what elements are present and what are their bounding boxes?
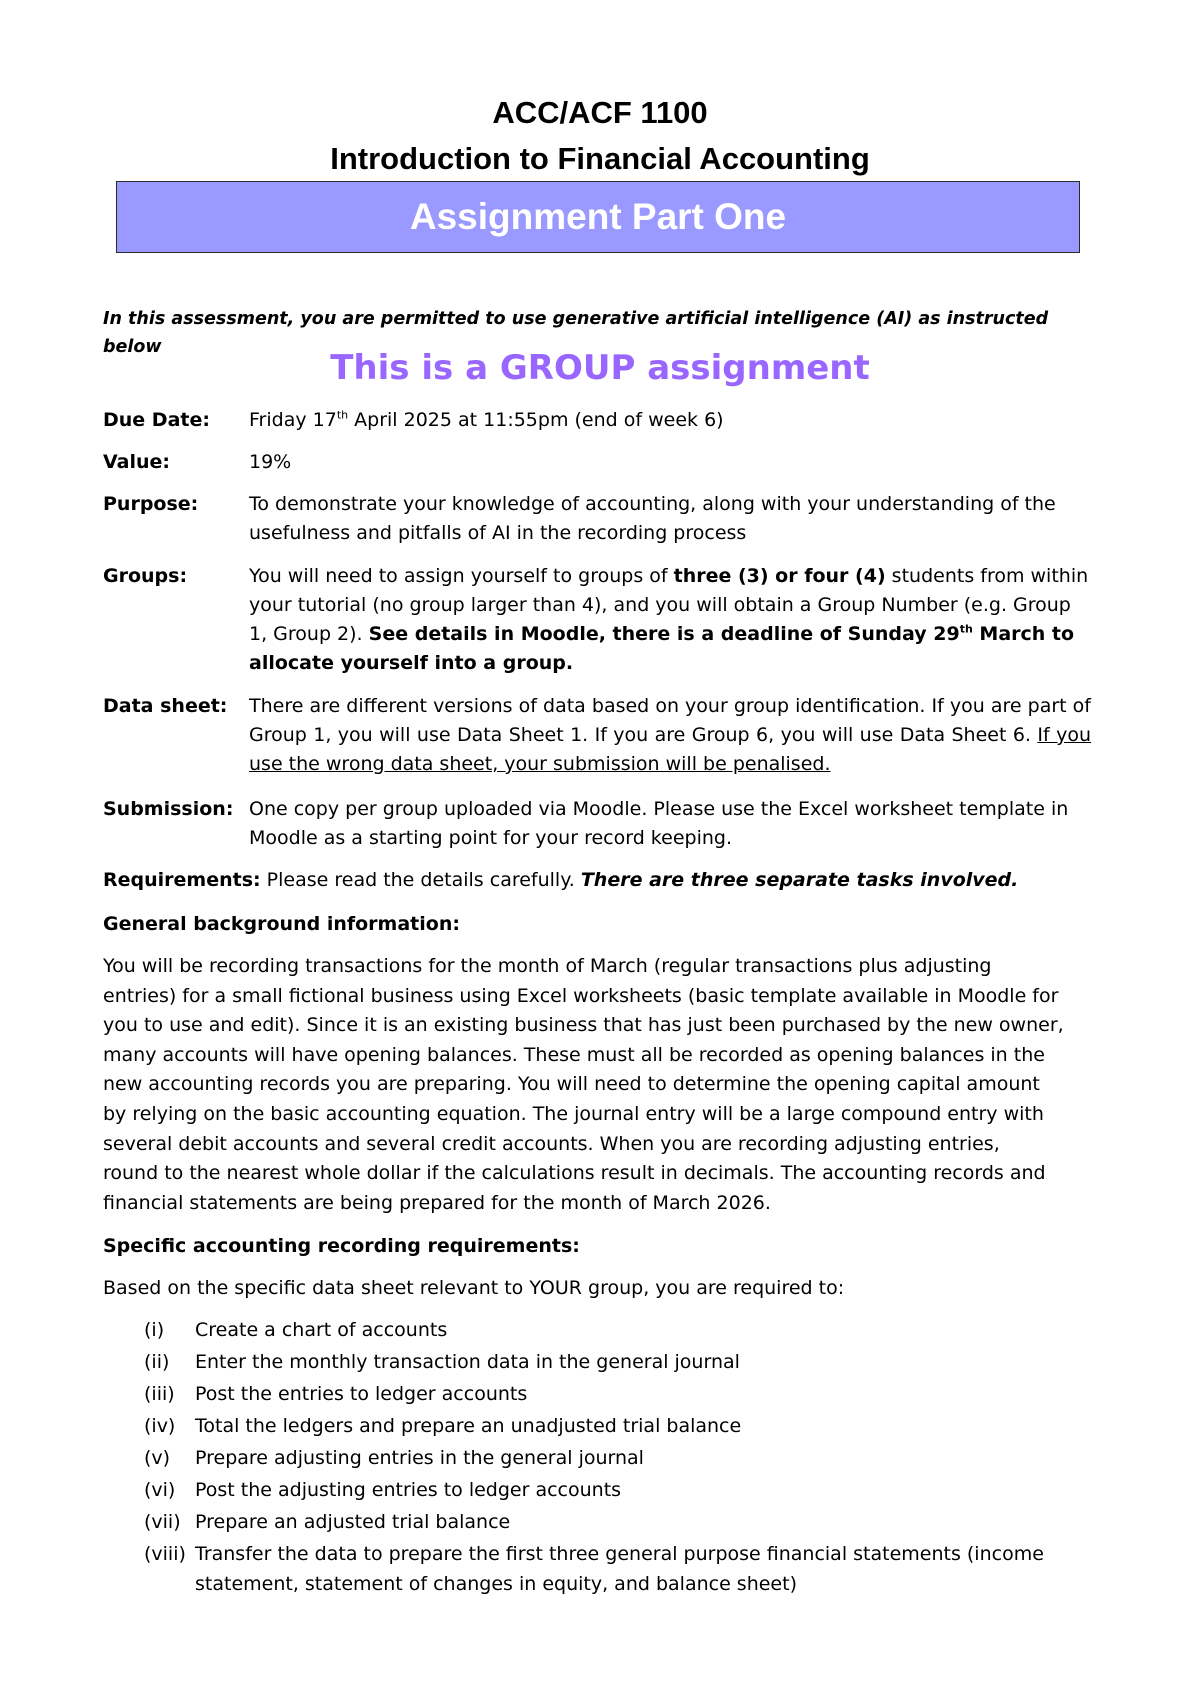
- list-item-number: (v): [144, 1447, 171, 1469]
- due-date-ordinal: th: [336, 408, 349, 422]
- background-line: many accounts will have opening balances. These must all be recorded as opening balances in the: [103, 1043, 1045, 1066]
- background-line: You will be recording transactions for the month of March (regular transactions plus adjusting: [103, 955, 992, 977]
- group-assignment-heading: This is a GROUP assignment: [330, 348, 870, 388]
- list-item-number: (viii): [144, 1543, 186, 1565]
- due-date-label: Due Date:: [103, 409, 210, 431]
- groups-text-part2: students from within your tutorial (no group larger than 4), and you will obtain a Group Number (e.g. Group 1, Group 2).: [249, 565, 1089, 645]
- groups-deadline-bold: See details in Moodle, there is a deadline of Sunday 29: [368, 623, 960, 645]
- submission-label: Submission:: [103, 798, 234, 820]
- background-line: new accounting records you are preparing. You will need to determine the opening capital amount: [103, 1073, 1040, 1096]
- list-item: Total the ledgers and prepare an unadjusted trial balance: [195, 1415, 742, 1437]
- groups-size-bold: three (3) or four (4): [673, 565, 886, 587]
- background-line: financial statements are being prepared for the month of March 2026.: [103, 1191, 771, 1214]
- specific-intro: Based on the specific data sheet relevant to YOUR group, you are required to:: [103, 1277, 845, 1299]
- background-line: round to the nearest whole dollar if the calculations result in decimals. The accounting records and: [103, 1162, 1046, 1185]
- groups-deadline-bold-end: March to allocate yourself into a group.: [249, 623, 1075, 674]
- specific-heading: Specific accounting recording requirements:: [103, 1235, 580, 1257]
- course-title: Introduction to Financial Accounting: [330, 141, 870, 176]
- ai-permission-note: In this assessment, you are permitted to use generative artificial intelligence (AI) as instructed below: [103, 309, 1049, 357]
- list-item: Enter the monthly transaction data in the general journal: [195, 1351, 740, 1373]
- list-item: Prepare adjusting entries in the general journal: [195, 1447, 644, 1469]
- groups-text-part1: You will need to assign yourself to groups of: [249, 565, 674, 587]
- purpose-label: Purpose:: [103, 493, 199, 515]
- requirements-emphasis: There are three separate tasks involved.: [580, 869, 1019, 891]
- background-line: by relying on the basic accounting equation. The journal entry will be a large compound entry with: [103, 1102, 1044, 1125]
- data-sheet-label: Data sheet:: [103, 695, 228, 717]
- groups-label: Groups:: [103, 565, 188, 587]
- background-heading: General background information:: [103, 913, 460, 935]
- data-sheet-warning: If you use the wrong data sheet, your submission will be penalised.: [249, 724, 1092, 775]
- value-text: 19%: [249, 451, 292, 473]
- list-item-number: (iii): [144, 1383, 175, 1405]
- value-label: Value:: [103, 451, 171, 473]
- requirements-text: Please read the details carefully.: [260, 869, 581, 891]
- data-sheet-body: There are different versions of data based on your group identification. If you are part of Group 1, you will use Data Sheet 1. If you are Group 6, you will use Data Sheet 6.: [249, 695, 1091, 746]
- background-paragraph: [103, 952, 1093, 1218]
- groups-deadline-ordinal: th: [959, 622, 973, 636]
- list-item: Create a chart of accounts: [195, 1319, 448, 1341]
- background-line: you to use and edit). Since it is an existing business that has just been purchased by the new owner,: [103, 1014, 1064, 1037]
- list-item-number: (ii): [144, 1351, 170, 1373]
- list-item-number: (vi): [144, 1479, 176, 1501]
- purpose-text: To demonstrate your knowledge of accounting, along with your understanding of the usefulness and pitfalls of AI in the recording process: [249, 493, 1056, 544]
- background-line: entries) for a small fictional business using Excel worksheets (basic template available in Moodle for: [103, 984, 1059, 1007]
- background-line: several debit accounts and several credit accounts. When you are recording adjusting entries,: [103, 1132, 1000, 1155]
- list-item: Post the entries to ledger accounts: [195, 1383, 528, 1405]
- requirements-label: Requirements:: [103, 869, 261, 891]
- list-item-number: (vii): [144, 1511, 181, 1533]
- list-item: Transfer the data to prepare the first three general purpose financial statements (income statement, statement of changes in equity, and balance sheet): [195, 1543, 1044, 1595]
- data-sheet-text: [249, 692, 1091, 779]
- groups-text: [249, 562, 1091, 678]
- course-code: ACC/ACF 1100: [492, 95, 708, 130]
- requirements-line: [103, 866, 1093, 896]
- list-item: Prepare an adjusted trial balance: [195, 1511, 511, 1533]
- list-item-number: (i): [144, 1319, 165, 1341]
- due-date-value: [249, 406, 1091, 435]
- list-item: Post the adjusting entries to ledger accounts: [195, 1479, 622, 1501]
- due-date-day: Friday 17: [249, 409, 337, 431]
- list-item-number: (iv): [144, 1415, 176, 1437]
- assignment-banner: Assignment Part One: [116, 181, 1080, 253]
- submission-text: One copy per group uploaded via Moodle. Please use the Excel worksheet template in Moodle as a starting point for your record keeping.: [249, 798, 1069, 849]
- due-date-rest: April 2025 at 11:55pm (end of week 6): [348, 409, 724, 431]
